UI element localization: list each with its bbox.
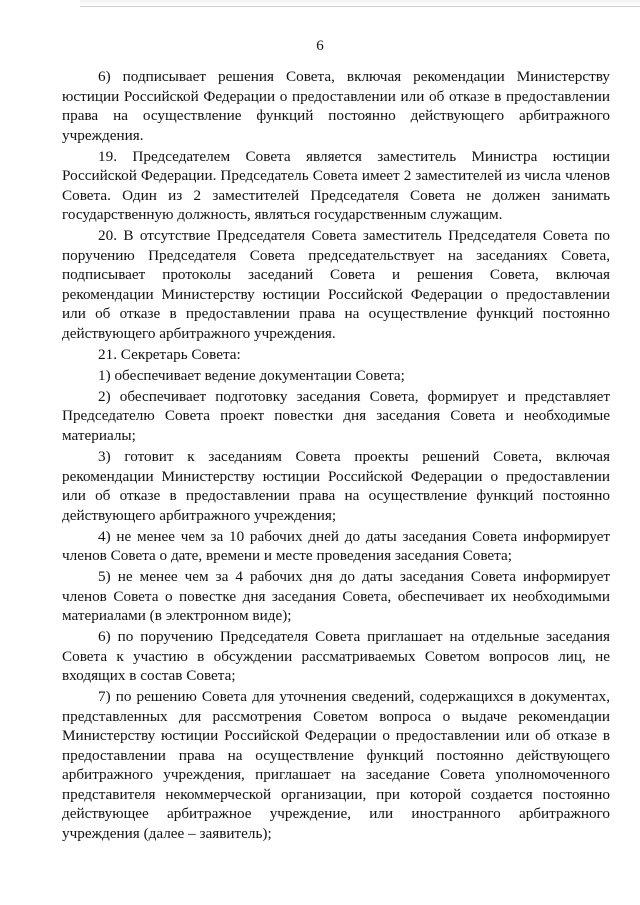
- document-body: [62, 67, 610, 845]
- paragraph: 19. Председателем Совета является заместитель Министра юстиции Российской Федерации. Председатель Совета имеет 2 заместителей из числа членов Совета. Один из 2 заместителей Председателя Совета не должен занимать государственную должность, являться государственным служащим.: [62, 147, 610, 224]
- paragraph: 21. Секретарь Совета:: [98, 345, 241, 363]
- paragraph: 6) подписывает решения Совета, включая рекомендации Министерству юстиции Российской Федерации о предоставлении или об отказе в предоставлении права на осуществление функций постоянно действующего арбитражного учреждения.: [62, 68, 610, 144]
- paragraph: 20. В отсутствие Председателя Совета заместитель Председателя Совета по поручению Председателя Совета председательствует на заседаниях Совета, подписывает протоколы заседаний Совета и решения Совета, включая рекомендации Министерству юстиции Российской Федерации о предоставлении или об отказе в предоставлении права на осуществление функций постоянно действующего арбитражного учреждения.: [62, 227, 610, 342]
- paragraph: 7) по решению Совета для уточнения сведений, содержащихся в документах, представленных для рассмотрения Советом вопроса о выдаче рекомендации Министерству юстиции Российской Федерации о предоставлении или об отказе в предоставлении права на осуществление функций постоянно действующего арбитражного учреждения, приглашает на заседание Совета уполномоченного представителя некоммерческой организации, при которой создается постоянно действующее арбитражное учреждение, или иностранного арбитражного учреждения (далее – заявитель);: [62, 688, 610, 842]
- paragraph: 6) по поручению Председателя Совета приглашает на отдельные заседания Совета к участию в обсуждении рассматриваемых Советом вопросов лиц, не входящих в состав Совета;: [62, 628, 610, 685]
- page-number: 6: [316, 38, 324, 54]
- paragraph: 4) не менее чем за 10 рабочих дней до даты заседания Совета информирует членов Совета о дате, времени и месте проведения заседания Совета;: [62, 527, 610, 565]
- scan-edge: [80, 0, 640, 7]
- paragraph: 5) не менее чем за 4 рабочих дня до даты заседания Совета информирует членов Совета о повестке дня заседания Совета, обеспечивает их необходимыми материалами (в электронном виде);: [62, 568, 610, 625]
- paragraph: 1) обеспечивает ведение документации Совета;: [98, 366, 405, 384]
- paragraph: 3) готовит к заседаниям Совета проекты решений Совета, включая рекомендации Министерству юстиции Российской Федерации о предоставлении или об отказе в предоставлении права на осуществление функций постоянно действующего арбитражного учреждения;: [62, 448, 610, 524]
- paragraph: 2) обеспечивает подготовку заседания Совета, формирует и представляет Председателю Совета проект повестки дня заседания Совета и необходимые материалы;: [62, 387, 610, 444]
